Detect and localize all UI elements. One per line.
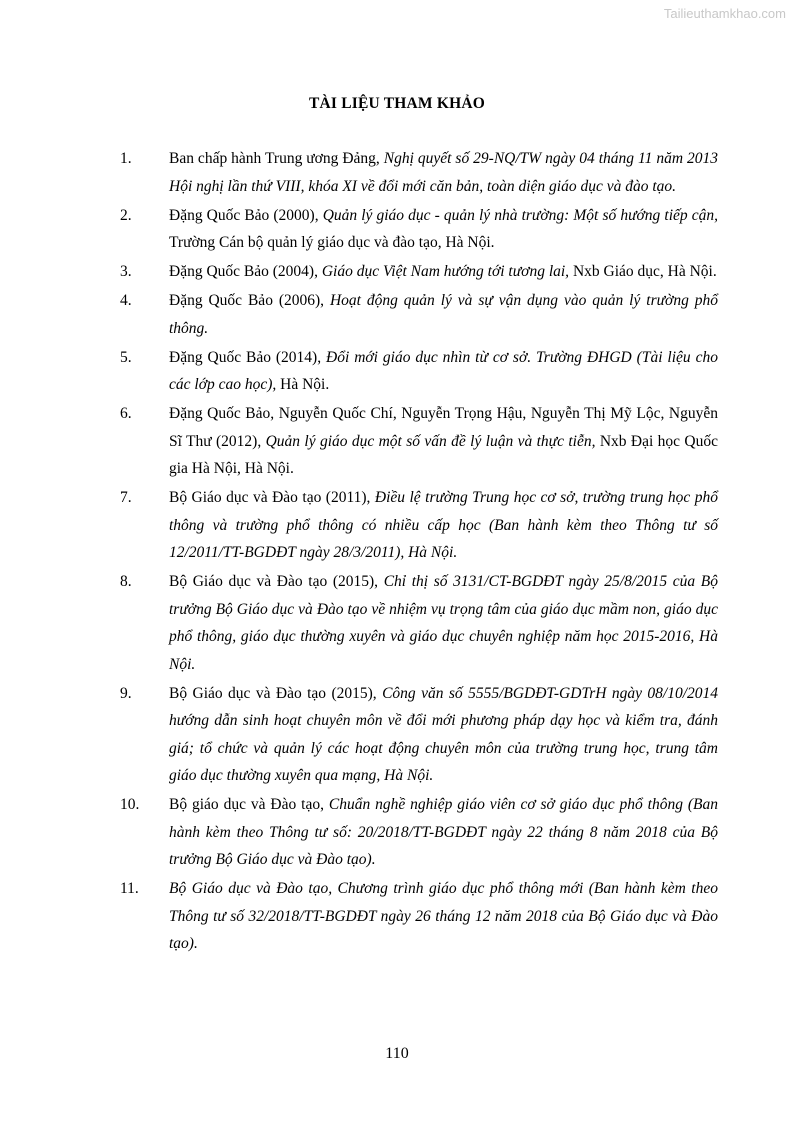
- reference-number: 8.: [120, 573, 132, 590]
- reference-number: 1.: [120, 150, 132, 167]
- reference-text-part: Bộ Giáo dục và Đào tạo (2015),: [169, 573, 384, 590]
- reference-text: [169, 791, 718, 874]
- reference-number: 10.: [120, 796, 140, 813]
- reference-item: [120, 875, 718, 958]
- reference-item: [120, 202, 718, 257]
- reference-text: [169, 258, 718, 286]
- reference-item: [120, 344, 718, 399]
- reference-title-italic: Điều lệ trường Trung học cơ sở, trường trung học phổ thông và trường phổ thông có nhiều cấp học (Ban hành kèm theo Thông tư số 12/2011/TT-BGDĐT ngày 28/3/2011), Hà Nội.: [169, 489, 718, 561]
- reference-text-part: Đặng Quốc Bảo (2000),: [169, 206, 323, 224]
- reference-text: [169, 202, 718, 257]
- watermark: Tailieuthamkhao.com: [663, 6, 786, 21]
- reference-number: 9.: [120, 684, 132, 702]
- reference-text-part: Đặng Quốc Bảo (2004),: [169, 263, 322, 280]
- reference-number: 2.: [120, 206, 132, 224]
- reference-text-part: Ban chấp hành Trung ương Đảng,: [169, 150, 384, 167]
- reference-text-part: Nxb Giáo dục, Hà Nội.: [569, 263, 717, 280]
- reference-text: [169, 484, 718, 567]
- reference-item: [120, 287, 718, 342]
- reference-title-italic: Đổi mới giáo dục nhìn từ cơ sở. Trường ĐHGD (Tài liệu cho các lớp cao học),: [169, 348, 718, 393]
- reference-number: 3.: [120, 263, 132, 280]
- page-title: TÀI LIỆU THAM KHẢO: [309, 95, 485, 112]
- reference-text-part: Trường Cán bộ quản lý giáo dục và đào tạo, Hà Nội.: [169, 234, 495, 251]
- reference-item: [120, 484, 718, 567]
- reference-text: [169, 400, 718, 483]
- reference-title-italic: Nghị quyết số 29-NQ/TW ngày 04 tháng 11 năm 2013 Hội nghị lần thứ VIII, khóa XI về đổi mới căn bản, toàn diện giáo dục và đào tạo.: [169, 150, 718, 195]
- reference-text-part: Bộ Giáo dục và Đào tạo (2015),: [169, 684, 383, 702]
- reference-text-part: Hà Nội.: [276, 376, 330, 393]
- page-number: 110: [385, 1045, 409, 1062]
- reference-item: [120, 568, 718, 678]
- reference-item: [120, 680, 718, 790]
- reference-item: [120, 400, 718, 483]
- reference-text-part: Đặng Quốc Bảo (2014),: [169, 348, 327, 366]
- reference-number: 5.: [120, 348, 132, 366]
- reference-text-part: Nxb Đại học Quốc gia Hà Nội, Hà Nội.: [169, 432, 718, 477]
- reference-title-italic: Hoạt động quản lý và sự vận dụng vào quản lý trường phổ thông.: [169, 292, 718, 337]
- reference-title-italic: Chuẩn nghề nghiệp giáo viên cơ sở giáo dục phổ thông (Ban hành kèm theo Thông tư số: 20/2018/TT-BGDĐT ngày 22 tháng 8 năm 2018 của Bộ trưởng Bộ Giáo dục và Đào tạo).: [169, 796, 719, 868]
- reference-text: [169, 287, 718, 342]
- reference-number: 11.: [120, 880, 139, 897]
- reference-text: [169, 568, 718, 678]
- reference-text-part: Đặng Quốc Bảo, Nguyễn Quốc Chí, Nguyễn Trọng Hậu, Nguyễn Thị Mỹ Lộc, Nguyễn Sĩ Thư (2012),: [169, 405, 718, 450]
- reference-title-italic: Bộ Giáo dục và Đào tạo, Chương trình giáo dục phổ thông mới (Ban hành kèm theo Thông tư số 32/2018/TT-BGDĐT ngày 26 tháng 12 năm 2018 của Bộ Giáo dục và Đào tạo).: [169, 880, 718, 952]
- reference-text-part: Bộ giáo dục và Đào tạo,: [169, 796, 329, 813]
- reference-list: [120, 145, 718, 959]
- reference-text: [169, 145, 718, 200]
- reference-title-italic: Công văn số 5555/BGDĐT-GDTrH ngày 08/10/2014 hướng dẫn sinh hoạt chuyên môn về đổi mới phương pháp dạy học và kiểm tra, đánh giá; tổ chức và quản lý các hoạt động chuyên môn của trường trung học, trung tâm giáo dục thường xuyên qua mạng, Hà Nội.: [169, 684, 718, 784]
- reference-title-italic: Quản lý giáo dục một số vấn đề lý luận và thực tiễn,: [265, 432, 596, 450]
- reference-title-italic: Chỉ thị số 3131/CT-BGDĐT ngày 25/8/2015 của Bộ trưởng Bộ Giáo dục và Đào tạo về nhiệm vụ trọng tâm của giáo dục mầm non, giáo dục phổ thông, giáo dục thường xuyên và giáo dục chuyên nghiệp năm học 2015-2016, Hà Nội.: [169, 573, 719, 673]
- reference-text: [169, 344, 718, 399]
- reference-text: [169, 875, 718, 958]
- reference-number: 4.: [120, 292, 132, 309]
- reference-number: 6.: [120, 405, 132, 422]
- reference-item: [120, 791, 718, 874]
- reference-number: 7.: [120, 489, 132, 506]
- reference-title-italic: Quản lý giáo dục - quản lý nhà trường: Một số hướng tiếp cận,: [322, 206, 718, 224]
- reference-text-part: Bộ Giáo dục và Đào tạo (2011),: [169, 489, 375, 506]
- reference-item: [120, 145, 718, 200]
- reference-text: [169, 680, 718, 790]
- reference-title-italic: Giáo dục Việt Nam hướng tới tương lai,: [321, 263, 570, 280]
- reference-item: [120, 258, 718, 286]
- reference-text-part: Đặng Quốc Bảo (2006),: [169, 292, 330, 309]
